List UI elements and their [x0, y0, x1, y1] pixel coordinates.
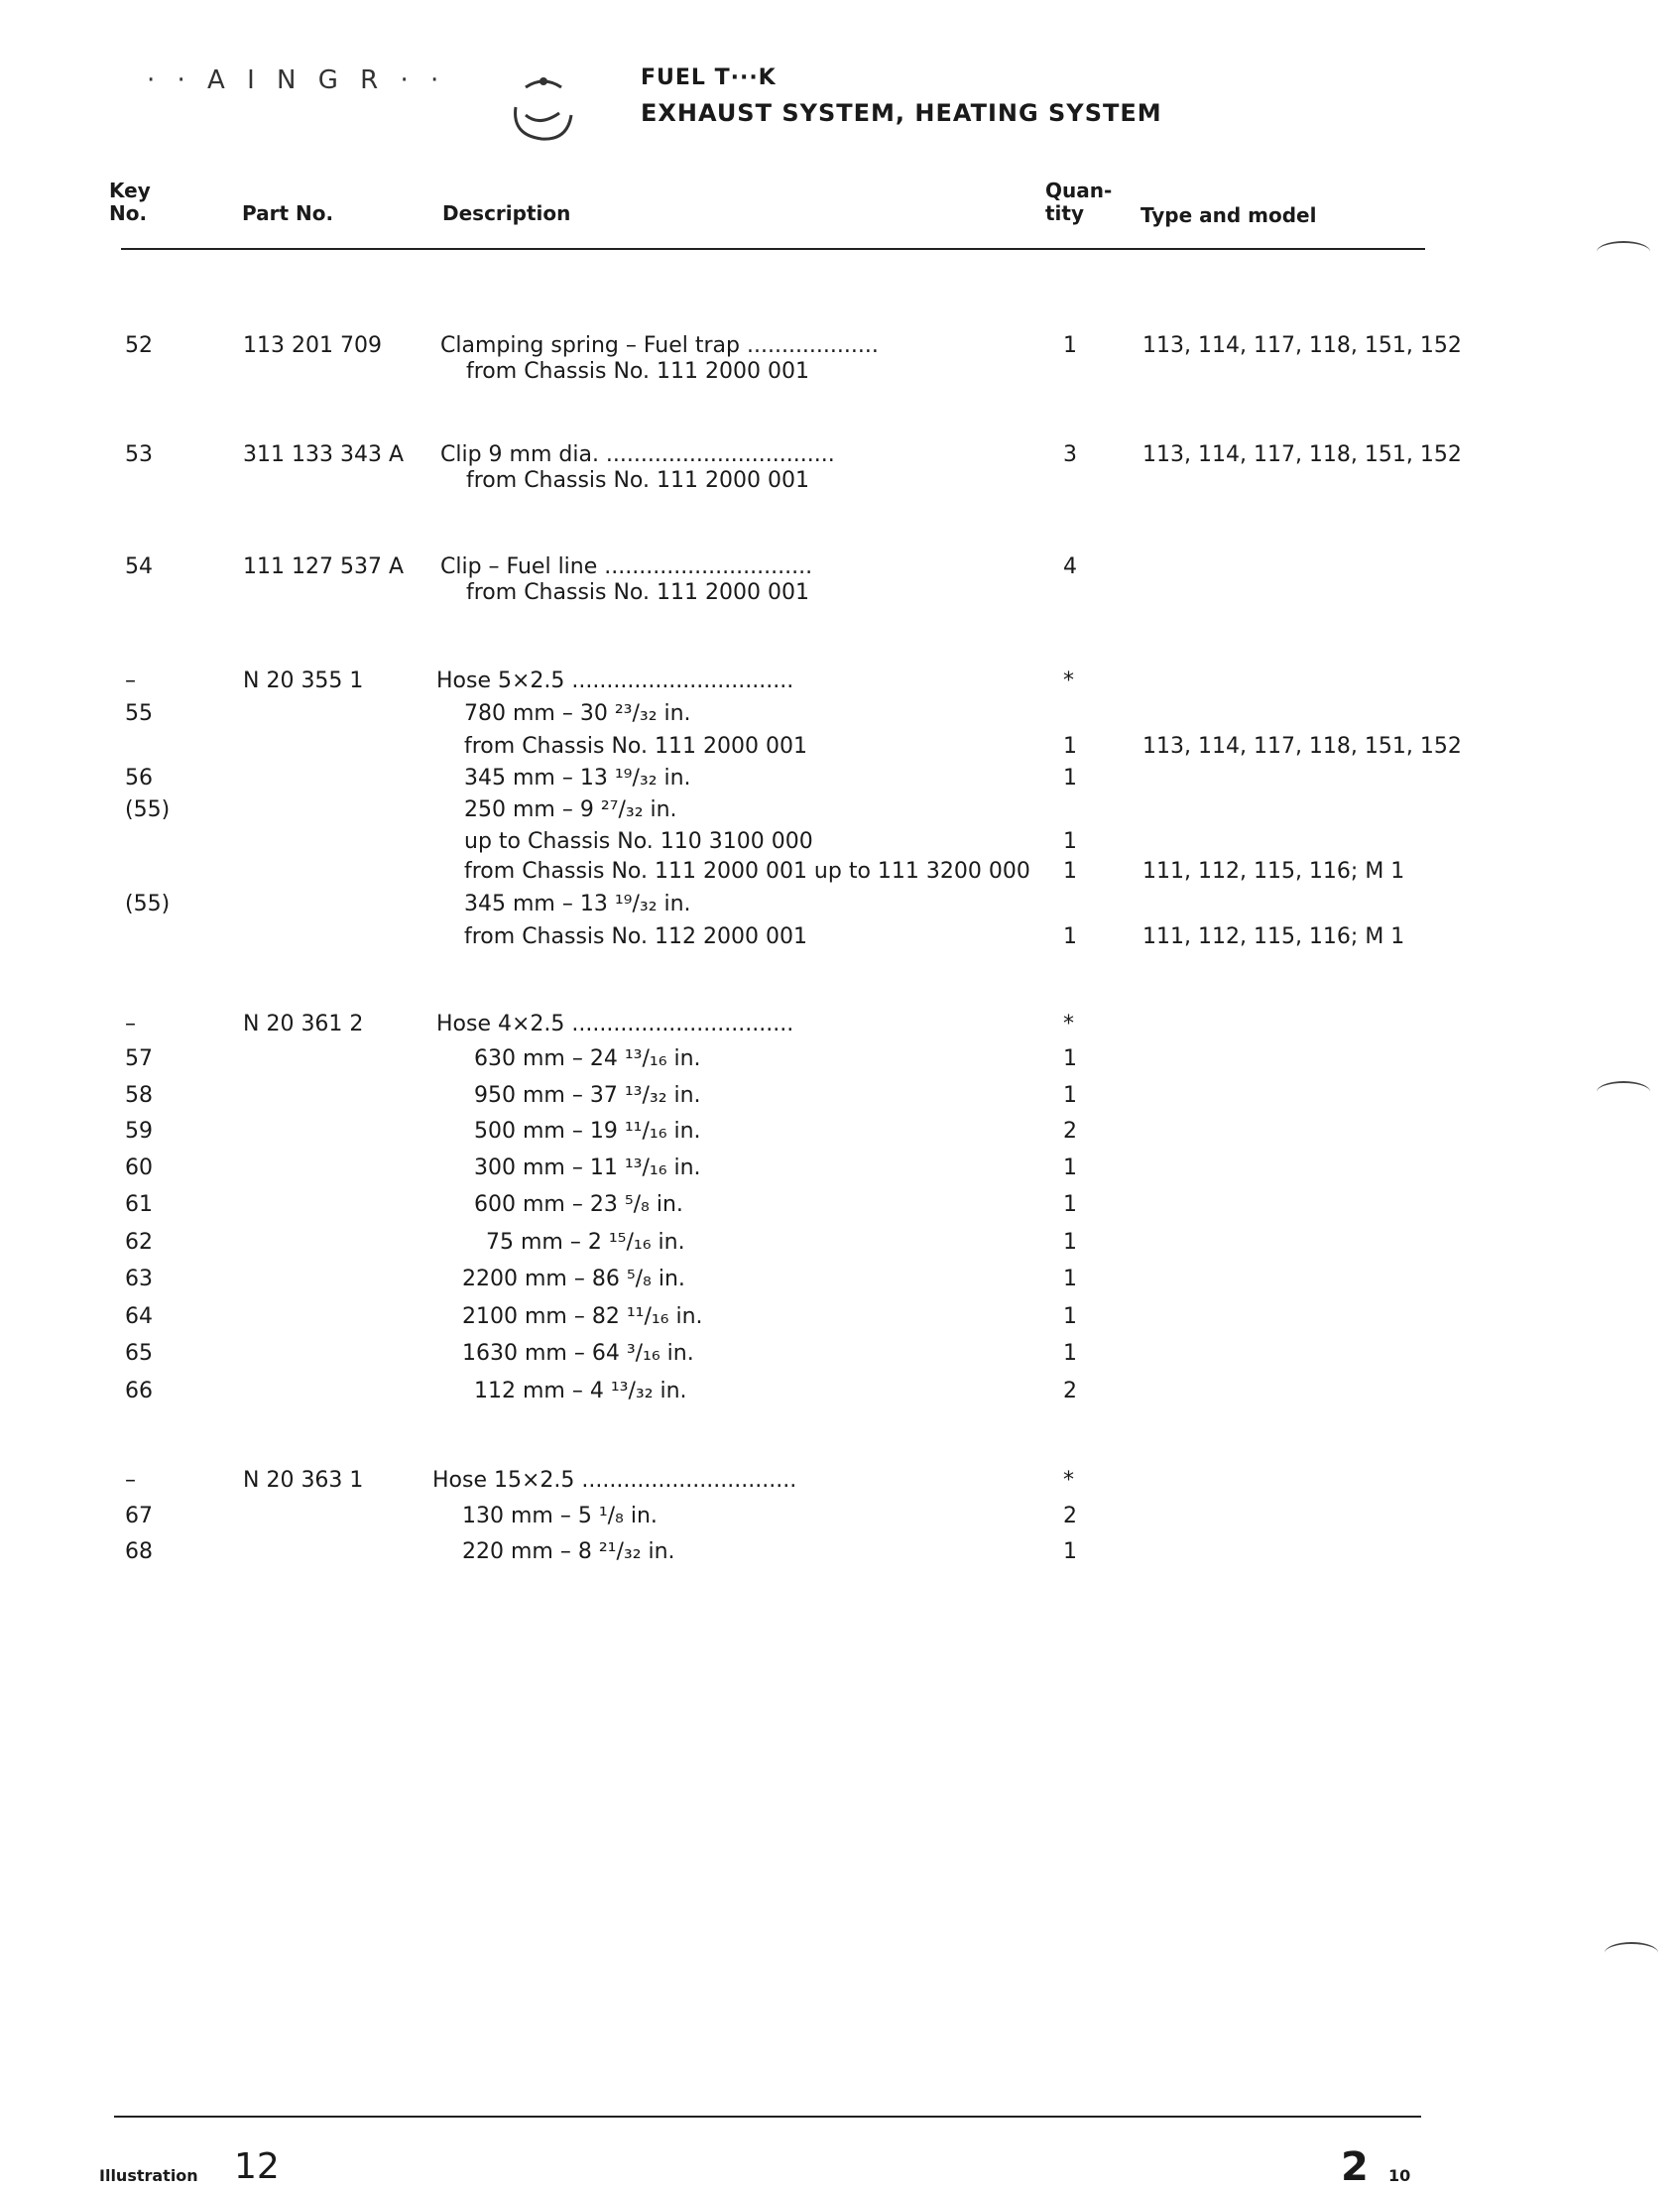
fuel-tank-logo-icon: [496, 58, 591, 153]
illustration-label: Illustration: [99, 2166, 198, 2185]
page-number: 2: [1341, 2144, 1369, 2190]
row-description: 220 mm – 8 ²¹/₃₂ in.: [462, 1539, 675, 1564]
row-description: 300 mm – 11 ¹³/₁₆ in.: [474, 1156, 701, 1180]
col-header-part-no: Part No.: [242, 201, 334, 225]
row-key-no: 59: [125, 1119, 153, 1144]
col-header-key-no: Key No.: [109, 179, 151, 225]
row-part-no: 113 201 709: [243, 333, 382, 358]
row-part-no: 311 133 343 A: [243, 442, 405, 467]
row-type-model: 113, 114, 117, 118, 151, 152: [1142, 734, 1462, 759]
footer-divider: [114, 2116, 1421, 2118]
row-description: 950 mm – 37 ¹³/₃₂ in.: [474, 1083, 701, 1108]
row-key-no: 63: [125, 1267, 153, 1291]
row-description: from Chassis No. 112 2000 001: [464, 924, 807, 949]
row-description: from Chassis No. 111 2000 001: [466, 468, 809, 493]
punch-hole-mark: [1597, 241, 1650, 263]
row-part-no: N 20 363 1: [243, 1468, 364, 1493]
row-key-no: 62: [125, 1230, 153, 1255]
row-description: Hose 4×2.5 ................................: [436, 1012, 794, 1036]
row-quantity: 2: [1063, 1504, 1077, 1528]
row-description: from Chassis No. 111 2000 001: [464, 734, 807, 759]
row-part-no: 111 127 537 A: [243, 554, 405, 579]
header-divider: [121, 248, 1425, 250]
row-quantity: 1: [1063, 1156, 1077, 1180]
row-key-no: –: [125, 1468, 136, 1493]
row-description: up to Chassis No. 110 3100 000: [464, 829, 813, 854]
row-key-no: 67: [125, 1504, 153, 1528]
row-quantity: *: [1063, 669, 1074, 693]
row-key-no: 58: [125, 1083, 153, 1108]
row-quantity: *: [1063, 1012, 1074, 1036]
row-description: Clamping spring – Fuel trap ...................: [440, 333, 879, 358]
row-key-no: 54: [125, 554, 153, 579]
row-description: Clip – Fuel line ..............................: [440, 554, 813, 579]
punch-hole-mark: [1605, 1942, 1658, 1964]
row-description: Hose 15×2.5 ...............................: [432, 1468, 797, 1493]
row-description: from Chassis No. 111 2000 001 up to 111 3200 000: [464, 859, 1030, 884]
row-quantity: *: [1063, 1468, 1074, 1493]
row-description: Hose 5×2.5 ................................: [436, 669, 794, 693]
row-quantity: 4: [1063, 554, 1077, 579]
col-header-quantity: Quan- tity: [1045, 179, 1113, 225]
punch-hole-mark: [1597, 1081, 1650, 1103]
row-description: 780 mm – 30 ²³/₃₂ in.: [464, 701, 691, 726]
row-key-no: 55: [125, 701, 153, 726]
row-quantity: 1: [1063, 1304, 1077, 1329]
col-header-description: Description: [442, 201, 571, 225]
row-quantity: 1: [1063, 1192, 1077, 1217]
row-part-no: N 20 355 1: [243, 669, 364, 693]
row-quantity: 1: [1063, 924, 1077, 949]
row-description: 250 mm – 9 ²⁷/₃₂ in.: [464, 797, 677, 822]
row-key-no: 65: [125, 1341, 153, 1366]
page-sub-number: 10: [1388, 2166, 1411, 2185]
row-quantity: 1: [1063, 1230, 1077, 1255]
row-part-no: N 20 361 2: [243, 1012, 364, 1036]
row-type-model: 113, 114, 117, 118, 151, 152: [1142, 442, 1462, 467]
main-group-label: · · A I N G R · ·: [147, 65, 446, 95]
row-key-no: 56: [125, 766, 153, 791]
row-key-no: 53: [125, 442, 153, 467]
row-description: 500 mm – 19 ¹¹/₁₆ in.: [474, 1119, 701, 1144]
row-quantity: 1: [1063, 734, 1077, 759]
row-key-no: (55): [125, 892, 171, 916]
row-quantity: 1: [1063, 1539, 1077, 1564]
row-description: 345 mm – 13 ¹⁹/₃₂ in.: [464, 892, 691, 916]
row-type-model: 111, 112, 115, 116; M 1: [1142, 859, 1405, 884]
row-key-no: 68: [125, 1539, 153, 1564]
row-key-no: 61: [125, 1192, 153, 1217]
row-description: 2100 mm – 82 ¹¹/₁₆ in.: [462, 1304, 703, 1329]
row-key-no: –: [125, 669, 136, 693]
row-quantity: 1: [1063, 859, 1077, 884]
row-description: 112 mm – 4 ¹³/₃₂ in.: [474, 1379, 687, 1403]
page-title-line2: EXHAUST SYSTEM, HEATING SYSTEM: [641, 99, 1162, 127]
row-key-no: 64: [125, 1304, 153, 1329]
row-description: 2200 mm – 86 ⁵/₈ in.: [462, 1267, 685, 1291]
row-quantity: 1: [1063, 333, 1077, 358]
row-description: 600 mm – 23 ⁵/₈ in.: [474, 1192, 683, 1217]
row-quantity: 2: [1063, 1379, 1077, 1403]
row-description: from Chassis No. 111 2000 001: [466, 580, 809, 605]
row-quantity: 1: [1063, 1046, 1077, 1071]
row-quantity: 2: [1063, 1119, 1077, 1144]
row-key-no: (55): [125, 797, 171, 822]
col-header-type-model: Type and model: [1140, 203, 1317, 227]
row-quantity: 1: [1063, 1083, 1077, 1108]
row-key-no: 52: [125, 333, 153, 358]
row-key-no: –: [125, 1012, 136, 1036]
row-description: 630 mm – 24 ¹³/₁₆ in.: [474, 1046, 701, 1071]
page-title-line1: FUEL T···K: [641, 65, 777, 90]
row-type-model: 113, 114, 117, 118, 151, 152: [1142, 333, 1462, 358]
row-quantity: 1: [1063, 1341, 1077, 1366]
row-quantity: 1: [1063, 766, 1077, 791]
row-quantity: 1: [1063, 1267, 1077, 1291]
row-key-no: 57: [125, 1046, 153, 1071]
row-type-model: 111, 112, 115, 116; M 1: [1142, 924, 1405, 949]
row-quantity: 1: [1063, 829, 1077, 854]
row-description: from Chassis No. 111 2000 001: [466, 359, 809, 384]
row-description: 75 mm – 2 ¹⁵/₁₆ in.: [486, 1230, 685, 1255]
row-description: Clip 9 mm dia. .................................: [440, 442, 835, 467]
row-description: 1630 mm – 64 ³/₁₆ in.: [462, 1341, 694, 1366]
illustration-number: 12: [234, 2146, 280, 2187]
row-description: 130 mm – 5 ¹/₈ in.: [462, 1504, 658, 1528]
row-quantity: 3: [1063, 442, 1077, 467]
row-description: 345 mm – 13 ¹⁹/₃₂ in.: [464, 766, 691, 791]
row-key-no: 60: [125, 1156, 153, 1180]
row-key-no: 66: [125, 1379, 153, 1403]
